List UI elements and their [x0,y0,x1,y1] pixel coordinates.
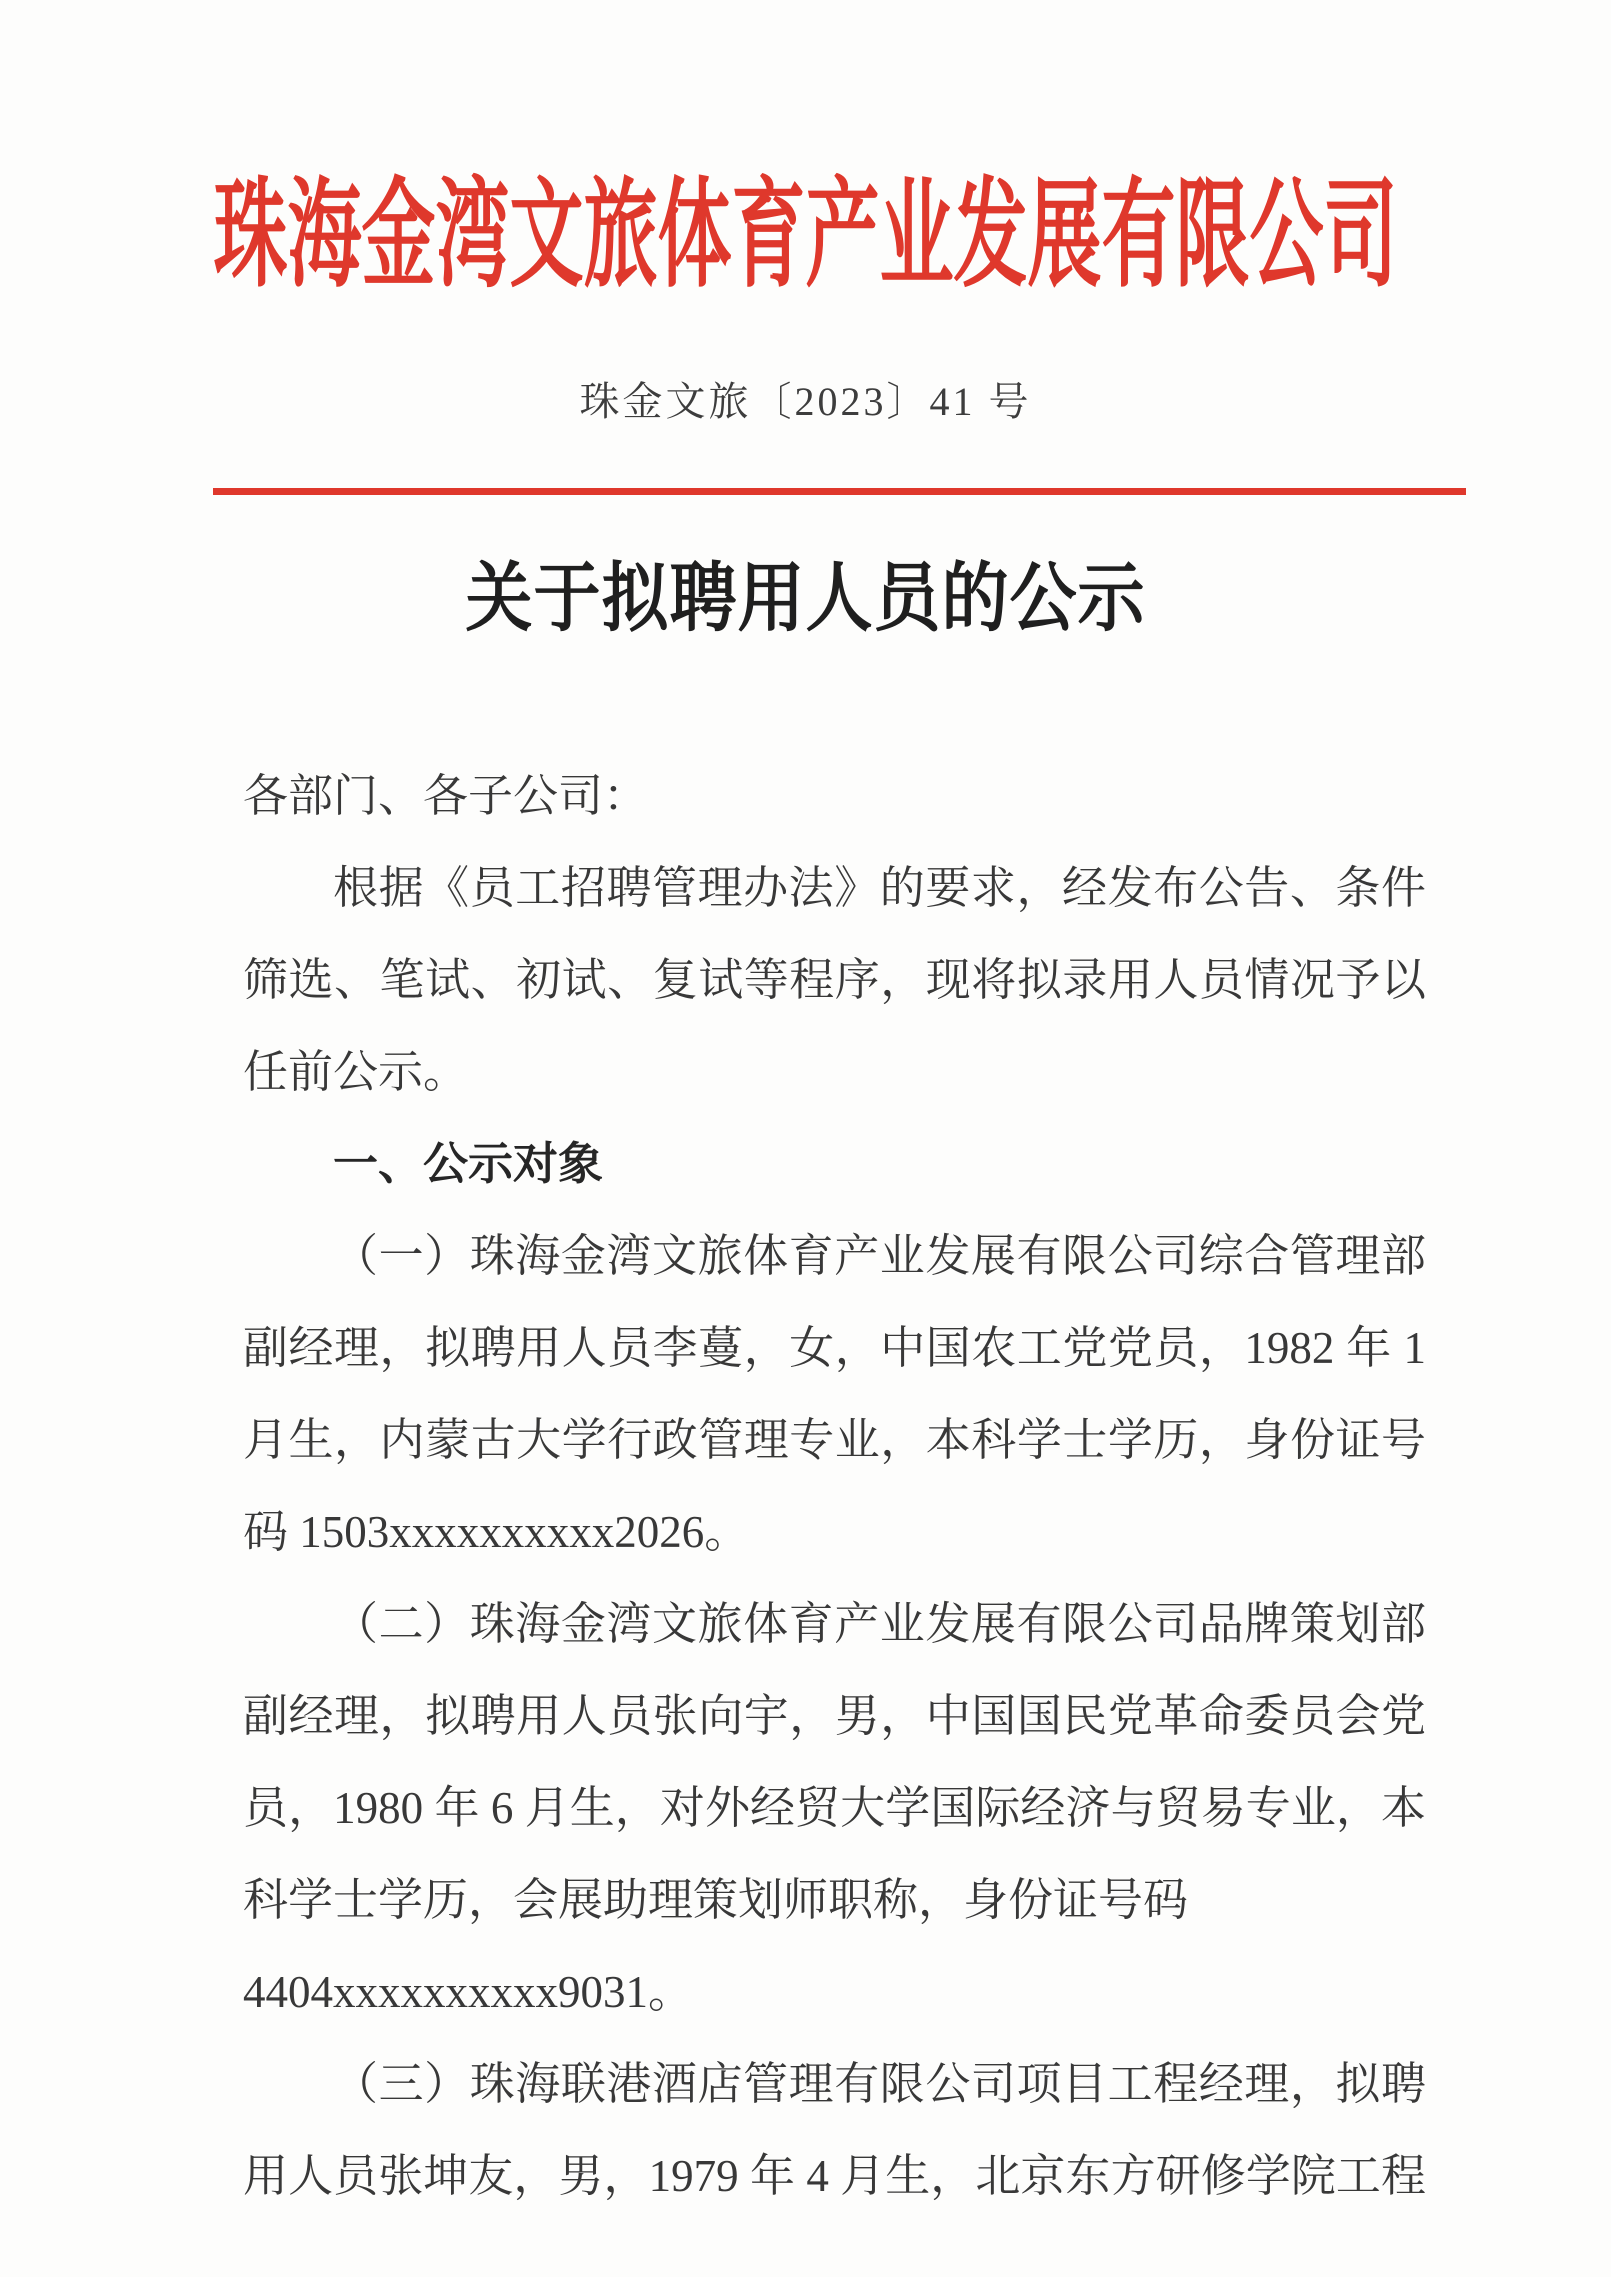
body-line: 各部门、各子公司： [243,771,649,821]
body-line: （二）珠海金湾文旅体育产业发展有限公司品牌策划部 [333,1599,1426,1649]
body-line: 码 1503xxxxxxxxxx2026。 [243,1507,750,1557]
letterhead-divider-line [213,488,1466,495]
body-line: 4404xxxxxxxxxx9031。 [243,1967,694,2017]
document-title-text: 关于拟聘用人员的公示 [465,557,1146,641]
body-line: 副经理，拟聘用人员李蔓，女，中国农工党党员，1982 年 1 [243,1323,1426,1373]
document-title [0,557,1611,641]
body-line: 任前公示。 [243,1047,469,1097]
document-body [243,750,1426,2222]
body-line: 根据《员工招聘管理办法》的要求，经发布公告、条件 [333,863,1426,913]
letterhead-company-name-text: 珠海金湾文旅体育产业发展有限公司 [213,171,1398,303]
body-line: 员，1980 年 6 月生，对外经贸大学国际经济与贸易专业，本 [243,1783,1426,1833]
body-line: 副经理，拟聘用人员张向宇，男，中国国民党革命委员会党 [243,1691,1426,1741]
letterhead-company-name [0,171,1611,303]
document-number: 珠金文旅〔2023〕41 号 [579,379,1032,424]
body-line: 月生，内蒙古大学行政管理专业，本科学士学历，身份证号 [243,1415,1426,1465]
body-line: 筛选、笔试、初试、复试等程序，现将拟录用人员情况予以 [243,955,1426,1005]
body-line: （一）珠海金湾文旅体育产业发展有限公司综合管理部 [333,1231,1426,1281]
body-line: 科学士学历，会展助理策划师职称，身份证号码 [243,1875,1189,1925]
body-line: 用人员张坤友，男，1979 年 4 月生，北京东方研修学院工程 [243,2151,1426,2201]
section-heading: 一、公示对象 [333,1138,604,1189]
body-line: （三）珠海联港酒店管理有限公司项目工程经理，拟聘 [333,2059,1426,2109]
